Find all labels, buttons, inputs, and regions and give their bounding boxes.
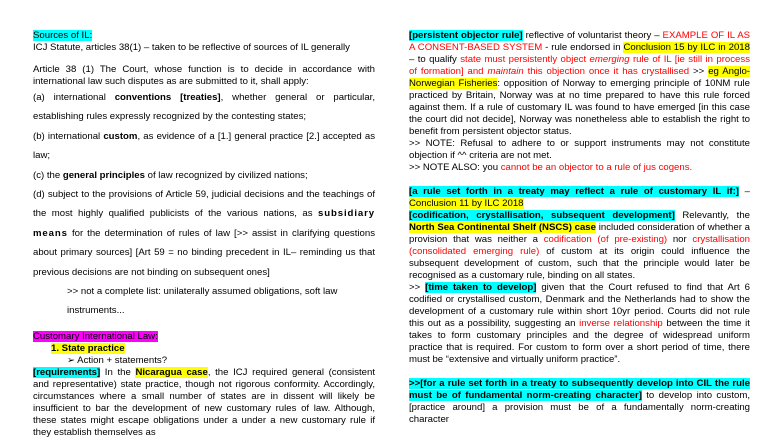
sources-heading: Sources of IL: <box>33 30 93 41</box>
article-38-a: (a) international conventions [treaties], whether general or particular, establishing rules expressly recognized by the contesting states; <box>33 92 375 123</box>
article-38-c: (c) the general principles of law recognized by civilized nations; <box>33 169 308 181</box>
state-practice-heading: 1. State practice <box>51 342 125 354</box>
codification-paragraph: [codification, crystallisation, subsequent development] Relevantly, the North Sea Continental Shelf (NSCS) case included consideration of whether a provision that was neither a codification (of pre-existing) nor crystallisation (consolidated emerging rule) of custom at its origin could influence the subsequent development of custom, such that the principle would later be recognised as a customary rule, binding on all states. <box>409 210 750 281</box>
article-38-d: (d) subject to the provisions of Article 59, judicial decisions and the teachings of the most highly qualified publicists of the various nations, as subsidiary means for the determination of rules of law [>> assist in clarifying questions about primary sources] [Art 59 = no binding precedent in IL– reminding us that previous decisions are not binding on subsequent ones] <box>33 189 375 278</box>
requirements-paragraph: [requirements] In the Nicaragua case, the ICJ required general (consistent and representative) state practice, though not rigorous conformity. Accordingly, circumstances where a small number of states are in dissent will likely be insufficient to bar the development of new customary rules of law. Although, these states might escape obligations under a under a new customary rule if they establish themselves as <box>33 366 375 438</box>
jus-cogens-note: >> NOTE ALSO: you cannot be an objector to a rule of jus cogens. <box>409 162 693 173</box>
right-column <box>409 30 751 425</box>
left-column <box>33 30 375 439</box>
article-38-intro: Article 38 (1) The Court, whose function is to decide in accordance with international law such disputes as are submitted to it, shall apply: <box>33 64 375 87</box>
treaty-rule-heading: [a rule set forth in a treaty may reflect a rule of customary IL if:] – Conclusion 11 by ILC 2018 <box>409 186 750 209</box>
not-complete-note: >> not a complete list: unilaterally assumed obligations, soft law instruments... <box>67 286 338 317</box>
time-taken-paragraph: >> [time taken to develop] given that the Court refused to find that Art 6 codified or crystallised custom, Denmark and the Netherlands had to show the development of a customary rule within short 10yr period. Courts did not rule this out as a possibility, suggesting an inverse relationship between the time it takes to form customary principles and the degree of widespread uniform practice that is required. For custom to form over a short period of time, there must be “extensive and virtually uniform practice”. <box>409 282 750 365</box>
article-38-b: (b) international custom, as evidence of a [1.] general practice [2.] accepted as law; <box>33 130 375 162</box>
cil-heading: Customary International Law: <box>33 330 158 342</box>
action-statements-bullet: ➢ Action + statements? <box>67 354 168 366</box>
norm-creating-paragraph: >>[for a rule set forth in a treaty to subsequently develop into CIL the rule must be of fundamental norm-creating character] to develop into custom, [practice around] a provision must be of a fundamentally norm-creating character <box>409 378 751 425</box>
persistent-objector-paragraph: [persistent objector rule] reflective of voluntarist theory – EXAMPLE OF IL AS A CONSENT-BASED SYSTEM - rule endorsed in Conclusion 15 by ILC in 2018 – to qualify state must persistently object emerging rule of IL [ie still in process of formation] and maintain this objection once it has crystallised >> eg Anglo-Norwegian Fisheries: opposition of Norway to emerging principle of 10NM rule practiced by Britain, Norway was at no time prepared to have this rule forced against them. If a rule of customary IL was found to have emerged [in this case the court did not decide], Norway was nonetheless able to establish the right to benefit from persistent objector status. <box>409 30 751 137</box>
icj-statute-line: ICJ Statute, articles 38(1) – taken to be reflective of sources of IL generally <box>33 42 350 53</box>
refusal-note: >> NOTE: Refusal to adhere to or support instruments may not constitute objection if ^^ criteria are not met. <box>409 138 750 161</box>
